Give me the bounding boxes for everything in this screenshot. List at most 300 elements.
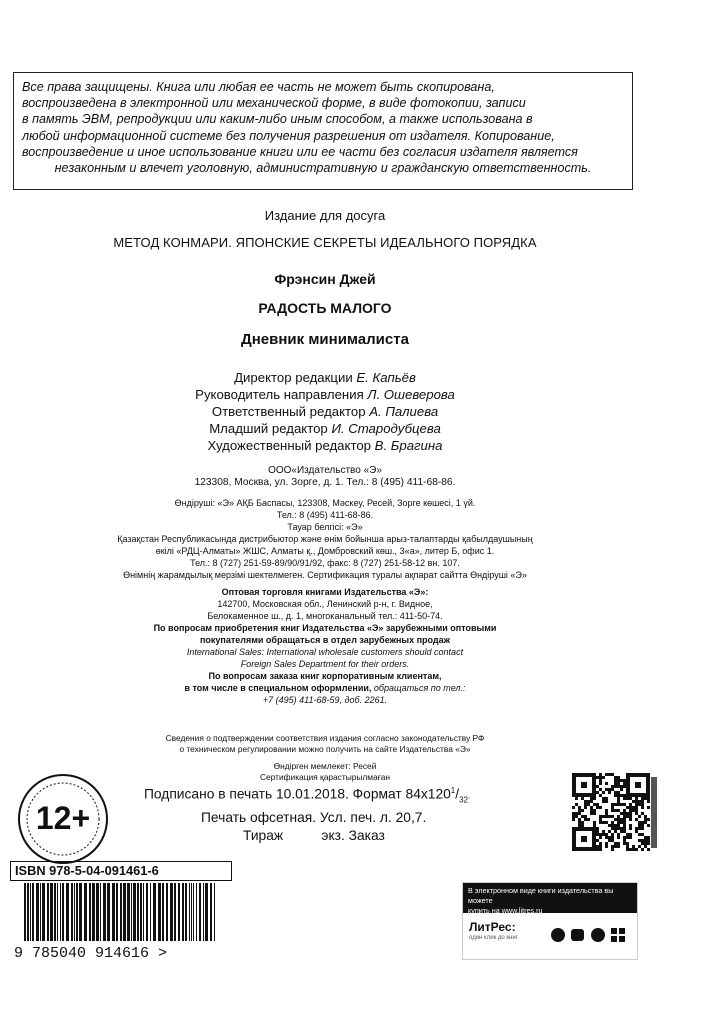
qr-cell (626, 836, 629, 839)
rights-line: Все права защищены. Книга или любая ее часть не может быть скопирована, (22, 80, 495, 94)
qr-cell (629, 806, 632, 809)
qr-cell (620, 788, 623, 791)
qr-cell (599, 836, 602, 839)
qr-cell (596, 839, 599, 842)
credit-row (0, 369, 650, 386)
format-sup: 1 (450, 786, 456, 795)
qr-cell (641, 839, 644, 842)
qr-cell (623, 785, 626, 788)
litres-banner (463, 883, 637, 913)
qr-cell (623, 803, 626, 806)
litres-text: В электронном виде книги издательства вы можете (468, 886, 614, 905)
age-rating-text: 12+ (35, 800, 91, 836)
corp-heading: в том числе в специальном оформлении, (184, 683, 372, 693)
editorial-credits (0, 369, 650, 454)
blackberry-icon (591, 928, 605, 942)
qr-cell (620, 803, 623, 806)
qr-cell (638, 839, 641, 842)
qr-cell (617, 779, 620, 782)
barcode-bar (137, 883, 139, 941)
wholesale-block (0, 586, 650, 706)
barcode-bar (84, 883, 87, 941)
book-subtitle: Дневник минималиста (241, 331, 409, 348)
qr-cell (644, 842, 647, 845)
qr-cell (617, 776, 620, 779)
qr-cell (614, 809, 617, 812)
foreign-heading: покупателями обращаться в отдел зарубежных продаж (199, 635, 451, 645)
kazakh-line: Өндіруші: «Э» АҚБ Баспасы, 123308, Мәскеу, Ресей, Зорге көшесі, 1 үй. (174, 498, 476, 508)
rights-notice-box (13, 72, 633, 190)
qr-cell (641, 827, 644, 830)
qr-cell (617, 809, 620, 812)
qr-cell (611, 839, 614, 842)
qr-cell (641, 800, 644, 803)
qr-cell (629, 848, 632, 851)
qr-cell (614, 782, 617, 785)
qr-cell (629, 797, 632, 800)
qr-cell (599, 779, 602, 782)
qr-cell (641, 797, 644, 800)
qr-cell (605, 773, 608, 776)
qr-cell (614, 827, 617, 830)
barcode-bar (40, 883, 41, 941)
qr-cell (635, 812, 638, 815)
qr-cell (623, 827, 626, 830)
qr-cell (611, 788, 614, 791)
qr-cell (623, 830, 626, 833)
age-rating-badge (17, 773, 109, 865)
qr-cell (599, 788, 602, 791)
qr-cell (596, 848, 599, 851)
qr-cell (596, 827, 599, 830)
foreign-heading: По вопросам приобретения книг Издательства «Э» зарубежными оптовыми (153, 623, 497, 633)
qr-cell (578, 818, 581, 821)
qr-cell (608, 773, 611, 776)
qr-cell (641, 824, 644, 827)
credit-name: А. Палиева (369, 404, 439, 419)
qr-cell (641, 806, 644, 809)
qr-cell (623, 779, 626, 782)
barcode-bar (150, 883, 151, 941)
corp-tail: обращаться по тел.: (371, 683, 466, 693)
barcode (10, 881, 230, 959)
barcode-bar (71, 883, 73, 941)
qr-cell (593, 803, 596, 806)
qr-cell (578, 809, 581, 812)
barcode-bar (178, 883, 180, 941)
qr-cell (620, 779, 623, 782)
qr-cell (602, 821, 605, 824)
qr-cell (644, 815, 647, 818)
qr-cell (617, 794, 620, 797)
qr-cell (596, 776, 599, 779)
qr-cell (644, 797, 647, 800)
qr-cell (590, 800, 593, 803)
qr-cell (614, 785, 617, 788)
qr-cell (629, 803, 632, 806)
qr-cell (635, 809, 638, 812)
print-line: Печать офсетная. Усл. печ. л. 20,7. (201, 810, 427, 826)
qr-cell (623, 809, 626, 812)
qr-cell (596, 845, 599, 848)
qr-cell (614, 818, 617, 821)
publisher-name: ООО«Издательство «Э» (268, 465, 382, 476)
qr-cell (599, 821, 602, 824)
qr-side-strip (649, 775, 659, 850)
qr-cell (605, 800, 608, 803)
barcode-bar (199, 883, 201, 941)
intl-sales-line: Foreign Sales Department for their orders. (240, 659, 410, 669)
wholesale-line: 142700, Московская обл., Ленинский р-н, г. Видное, (217, 599, 433, 609)
qr-cell (611, 806, 614, 809)
qr-cell (617, 782, 620, 785)
barcode-bar (127, 883, 130, 941)
barcode-bar (214, 883, 215, 941)
barcode-bar (191, 883, 192, 941)
barcode-bar (166, 883, 168, 941)
qr-cell (605, 812, 608, 815)
qr-cell (617, 824, 620, 827)
barcode-bar (32, 883, 34, 941)
qr-cell (617, 836, 620, 839)
cert-line: Сведения о подтверждении соответствия издания согласно законодательству РФ (165, 733, 485, 743)
qr-cell (635, 806, 638, 809)
qr-cell (599, 815, 602, 818)
barcode-bar (120, 883, 122, 941)
qr-cell (629, 818, 632, 821)
qr-cell (635, 803, 638, 806)
credit-role: Директор редакции (234, 370, 357, 385)
qr-cell (590, 797, 593, 800)
qr-cell (629, 824, 632, 827)
qr-cell (614, 845, 617, 848)
signed-line: Подписано в печать 10.01.2018. Формат $84х120^1/_{32}$. (144, 786, 471, 805)
qr-cell (599, 845, 602, 848)
kazakh-line: Өнімнің жарамдылық мерзімі шектелмеген. Сертификация туралы ақпарат сайтта Өндіруші «Э» (123, 570, 527, 580)
qr-cell (641, 848, 644, 851)
qr-code (572, 773, 650, 851)
barcode-bar (133, 883, 136, 941)
qr-cell (614, 824, 617, 827)
qr-cell (629, 827, 632, 830)
format-sub: 32 (459, 795, 468, 805)
qr-cell (599, 818, 602, 821)
qr-cell (596, 833, 599, 836)
android-icon (571, 929, 584, 941)
qr-cell (626, 845, 629, 848)
qr-cell (617, 845, 620, 848)
platform-icons (549, 923, 633, 945)
qr-cell (617, 797, 620, 800)
qr-cell (593, 824, 596, 827)
qr-cell (593, 821, 596, 824)
qr-cell (590, 812, 593, 815)
qr-cell (605, 815, 608, 818)
qr-cell (638, 803, 641, 806)
intl-sales-line: International Sales: International wholesale customers should contact (186, 647, 464, 657)
barcode-bar (140, 883, 142, 941)
qr-cell (611, 845, 614, 848)
qr-cell (581, 815, 584, 818)
qr-cell (611, 809, 614, 812)
qr-cell (635, 800, 638, 803)
barcode-bar (116, 883, 118, 941)
publisher-address: 123308, Москва, ул. Зорге, д. 1. Тел.: 8 (495) 411-68-86. (194, 477, 456, 488)
qr-cell (581, 824, 584, 827)
series-title: МЕТОД КОНМАРИ. ЯПОНСКИЕ СЕКРЕТЫ ИДЕАЛЬНОГО ПОРЯДКА (113, 235, 537, 250)
barcode-bar (36, 883, 39, 941)
qr-cell (608, 836, 611, 839)
qr-cell (596, 785, 599, 788)
barcode-bar (79, 883, 82, 941)
qr-cell (629, 836, 632, 839)
barcode-bar (182, 883, 184, 941)
kazakh-line: Тел.: 8 (495) 411-68-86. (276, 510, 374, 520)
qr-cell (578, 824, 581, 827)
qr-cell (578, 821, 581, 824)
qr-cell (584, 806, 587, 809)
barcode-bar (205, 883, 208, 941)
qr-cell (599, 833, 602, 836)
barcode-bar (24, 883, 26, 941)
qr-cell (605, 788, 608, 791)
litres-text: купить на www.litres.ru (468, 906, 543, 915)
barcode-bar (92, 883, 95, 941)
qr-cell (611, 848, 614, 851)
barcode-bar (27, 883, 29, 941)
qr-cell (605, 782, 608, 785)
qr-cell (617, 818, 620, 821)
barcode-bar (47, 883, 49, 941)
qr-cell (602, 791, 605, 794)
wholesale-line: Белокаменное ш., д. 1, многоканальный тел.: 411-50-74. (207, 611, 443, 621)
qr-cell (644, 821, 647, 824)
barcode-bar (50, 883, 53, 941)
qr-cell (638, 827, 641, 830)
barcode-bar (30, 883, 31, 941)
qr-cell (635, 797, 638, 800)
qr-cell (629, 812, 632, 815)
barcode-bar (146, 883, 148, 941)
qr-cell (605, 836, 608, 839)
qr-cell (632, 800, 635, 803)
corp-heading: По вопросам заказа книг корпоративным клиентам, (208, 671, 442, 681)
kazakh-line: Тауар белгісі: «Э» (287, 522, 363, 532)
litres-logo: ЛитРес: (469, 920, 516, 934)
qr-cell (584, 800, 587, 803)
barcode-bar (107, 883, 110, 941)
rights-line: воспроизведение и иное использование книги или ее части без согласия издателя является (22, 144, 578, 159)
credit-role: Художественный редактор (207, 438, 375, 453)
qr-cell (596, 830, 599, 833)
qr-cell (611, 824, 614, 827)
qr-cell (608, 788, 611, 791)
litres-block (462, 882, 638, 960)
qr-cell (596, 791, 599, 794)
qr-cell (605, 833, 608, 836)
qr-cell (635, 848, 638, 851)
barcode-bar (123, 883, 126, 941)
barcode-bar (210, 883, 212, 941)
qr-cell (626, 815, 629, 818)
credit-row (0, 403, 650, 420)
barcode-bar (193, 883, 194, 941)
qr-cell (575, 812, 578, 815)
qr-cell (578, 806, 581, 809)
barcode-bar (62, 883, 64, 941)
qr-cell (623, 797, 626, 800)
qr-cell (617, 815, 620, 818)
qr-cell (614, 830, 617, 833)
qr-cell (623, 812, 626, 815)
qr-cell (590, 809, 593, 812)
kazakh-line: Қазақстан Республикасында дистрибьютор және өнім бойынша арыз-талаптарды қабылдаушының (117, 534, 533, 544)
qr-cell (605, 797, 608, 800)
qr-cell (602, 800, 605, 803)
barcode-bar (54, 883, 56, 941)
qr-cell (581, 821, 584, 824)
qr-cell (614, 803, 617, 806)
qr-cell (629, 809, 632, 812)
qr-cell (614, 791, 617, 794)
qr-cell (602, 830, 605, 833)
qr-cell (629, 833, 632, 836)
corp-phone: +7 (495) 411-68-59, доб. 2261. (262, 695, 388, 705)
barcode-bar (112, 883, 115, 941)
qr-cell (608, 839, 611, 842)
qr-cell (602, 776, 605, 779)
edition-type: Издание для досуга (264, 208, 386, 223)
barcode-bar (196, 883, 197, 941)
qr-cell (578, 812, 581, 815)
qr-cell (632, 848, 635, 851)
windows-icon (611, 928, 625, 942)
qr-cell (593, 812, 596, 815)
qr-cell (632, 806, 635, 809)
qr-cell (620, 794, 623, 797)
qr-cell (617, 842, 620, 845)
qr-cell (620, 830, 623, 833)
qr-cell (626, 842, 629, 845)
barcode-bar (185, 883, 187, 941)
kazakh-line: өкілі «РДЦ-Алматы» ЖШС, Алматы қ., Домбровский көш., 3«а», литер Б, офис 1. (155, 546, 495, 556)
qr-cell (602, 815, 605, 818)
qr-cell (572, 806, 575, 809)
qr-cell (572, 812, 575, 815)
barcode-bar (66, 883, 69, 941)
barcode-bar (158, 883, 161, 941)
qr-cell (641, 842, 644, 845)
qr-cell (581, 809, 584, 812)
barcode-bar (203, 883, 204, 941)
qr-cell (638, 821, 641, 824)
print-info (144, 782, 470, 845)
rights-line: незаконным и влечет уголовную, административную и гражданскую ответственность. (54, 161, 592, 176)
qr-cell (629, 815, 632, 818)
barcode-bar (170, 883, 173, 941)
qr-cell (632, 809, 635, 812)
qr-cell (584, 803, 587, 806)
qr-cell (575, 803, 578, 806)
qr-cell (620, 827, 623, 830)
cert-line: Өндірген мемлекет: Ресей (273, 761, 377, 771)
qr-cell (623, 818, 626, 821)
litres-tagline: один клик до книг (469, 935, 518, 941)
qr-cell (608, 815, 611, 818)
qr-cell (623, 824, 626, 827)
qr-cell (623, 842, 626, 845)
qr-cell (572, 815, 575, 818)
barcode-bar (131, 883, 132, 941)
qr-cell (644, 818, 647, 821)
qr-cell (623, 815, 626, 818)
qr-cell (623, 821, 626, 824)
qr-cell (626, 812, 629, 815)
qr-cell (599, 773, 602, 776)
barcode-bar (89, 883, 91, 941)
qr-cell (641, 812, 644, 815)
wholesale-heading: Оптовая торговля книгами Издательства «Э»: (221, 587, 429, 597)
credit-name: И. Стародубцева (331, 421, 441, 436)
qr-cell (620, 821, 623, 824)
qr-cell (617, 785, 620, 788)
qr-cell (641, 821, 644, 824)
qr-cell (611, 803, 614, 806)
qr-cell (599, 776, 602, 779)
qr-cell (617, 821, 620, 824)
barcode-bar (174, 883, 176, 941)
kazakh-block (0, 497, 650, 581)
qr-cell (638, 824, 641, 827)
qr-cell (584, 815, 587, 818)
qr-cell (599, 782, 602, 785)
qr-cell (611, 827, 614, 830)
qr-cell (623, 794, 626, 797)
qr-cell (626, 833, 629, 836)
barcode-bar (189, 883, 190, 941)
barcode-bar (74, 883, 75, 941)
qr-cell (605, 809, 608, 812)
barcode-bar (96, 883, 99, 941)
qr-cell (587, 803, 590, 806)
barcode-bar (60, 883, 61, 941)
qr-cell (608, 824, 611, 827)
qr-cell (641, 833, 644, 836)
qr-cell (611, 833, 614, 836)
cert-line: о техническом регулировании можно получить на сайте Издательства «Э» (179, 744, 471, 754)
qr-cell (599, 794, 602, 797)
qr-cell (644, 845, 647, 848)
qr-cell (626, 797, 629, 800)
qr-cell (620, 818, 623, 821)
qr-cell (593, 809, 596, 812)
qr-cell (605, 842, 608, 845)
rights-line: любой информационной системе без получения разрешения от издателя. Копирование, (22, 128, 555, 143)
qr-cell (602, 833, 605, 836)
qr-cell (635, 827, 638, 830)
credit-role: Младший редактор (209, 421, 332, 436)
isbn: ISBN 978-5-04-091461-6 (10, 861, 232, 881)
qr-cell (617, 803, 620, 806)
qr-cell (620, 812, 623, 815)
qr-cell (596, 806, 599, 809)
credit-row (0, 437, 650, 454)
credit-name: Е. Капьёв (356, 370, 416, 385)
rights-line: воспроизведена в электронной или механической форме, в виде фотокопии, записи (22, 96, 526, 111)
book-author: Фрэнсин Джей (274, 271, 376, 287)
credit-name: В. Брагина (374, 438, 443, 453)
qr-cell (626, 806, 629, 809)
